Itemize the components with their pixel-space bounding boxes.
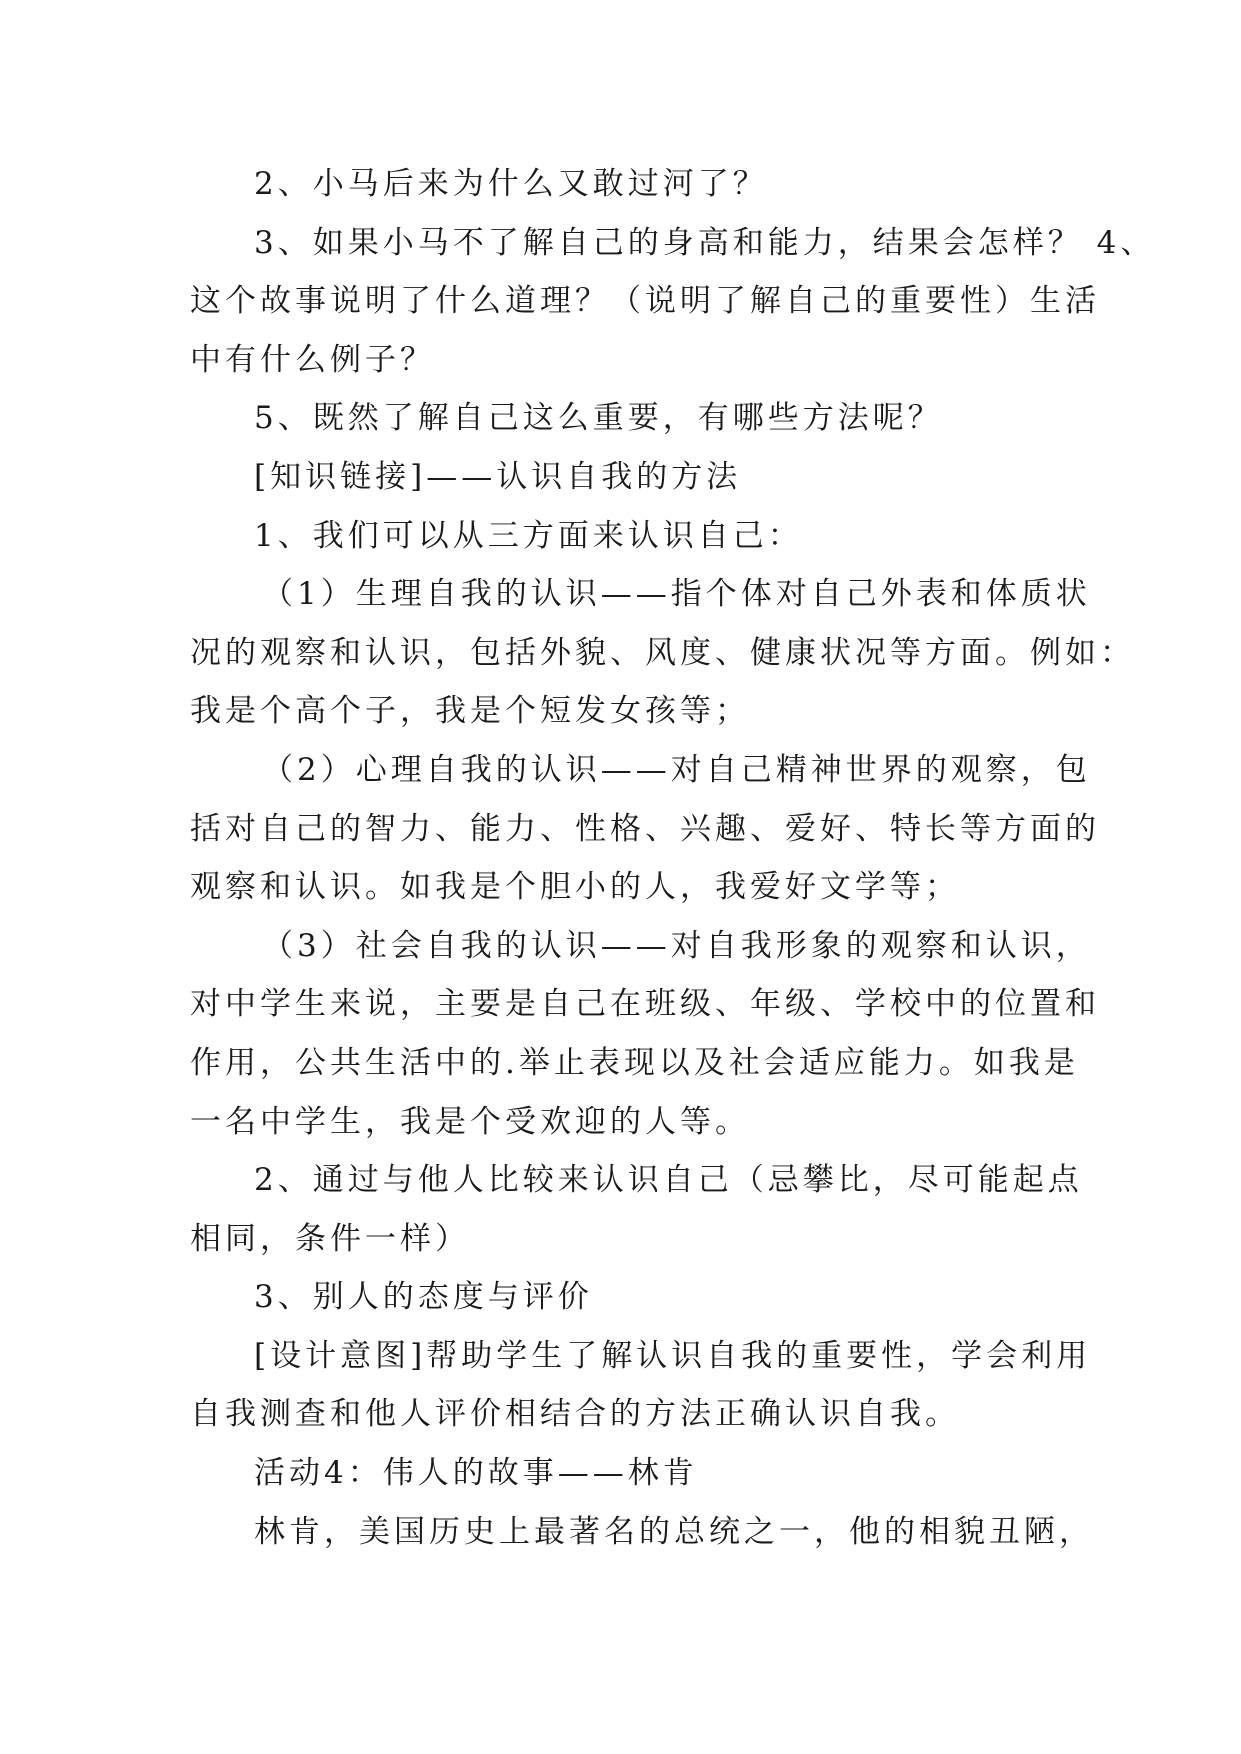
text-line: 观察和认识。如我是个胆小的人，我爱好文学等；	[190, 869, 960, 906]
text-line: 1、我们可以从三方面来认识自己：	[254, 517, 803, 554]
text-line: 5、既然了解自己这么重要，有哪些方法呢？	[254, 400, 943, 437]
text-line: 林肯，美国历史上最著名的总统之一，他的相貌丑陋，	[254, 1513, 1094, 1550]
text-line: 括对自己的智力、能力、性格、兴趣、爱好、特长等方面的	[190, 810, 1100, 847]
document-body	[190, 155, 1156, 1561]
text-line: 相同，条件一样）	[190, 1220, 470, 1257]
text-line: 况的观察和认识，包括外貌、风度、健康状况等方面。例如：	[190, 634, 1135, 671]
text-line: 对中学生来说，主要是自己在班级、年级、学校中的位置和	[190, 986, 1100, 1023]
text-line: 2、通过与他人比较来认识自己（忌攀比，尽可能起点	[254, 1162, 1083, 1199]
text-line: （3）社会自我的认识——对自我形象的观察和认识，	[262, 927, 1091, 964]
text-line: 中有什么例子？	[190, 341, 435, 378]
section-heading: [知识链接]——认识自我的方法	[254, 458, 742, 495]
text-line: 3、如果小马不了解自己的身高和能力，结果会怎样？ 4、	[254, 224, 1156, 261]
text-line: 2、小马后来为什么又敢过河了？	[254, 166, 768, 202]
text-line: （2）心理自我的认识——对自己精神世界的观察，包	[262, 751, 1091, 788]
text-line: （1）生理自我的认识——指个体对自己外表和体质状	[262, 576, 1091, 613]
text-line: 我是个高个子，我是个短发女孩等；	[190, 693, 750, 730]
text-line: 作用，公共生活中的.举止表现以及社会适应能力。如我是	[190, 1044, 1079, 1081]
section-heading: [设计意图]帮助学生了解认识自我的重要性，学会利用	[254, 1337, 1092, 1374]
activity-heading: 活动4：伟人的故事——林肯	[254, 1455, 698, 1492]
text-line: 3、别人的态度与评价	[254, 1279, 593, 1316]
text-line: 这个故事说明了什么道理？（说明了解自己的重要性）生活	[190, 283, 1100, 320]
text-line: 一名中学生，我是个受欢迎的人等。	[190, 1103, 750, 1140]
text-line: 自我测查和他人评价相结合的方法正确认识自我。	[190, 1396, 960, 1433]
